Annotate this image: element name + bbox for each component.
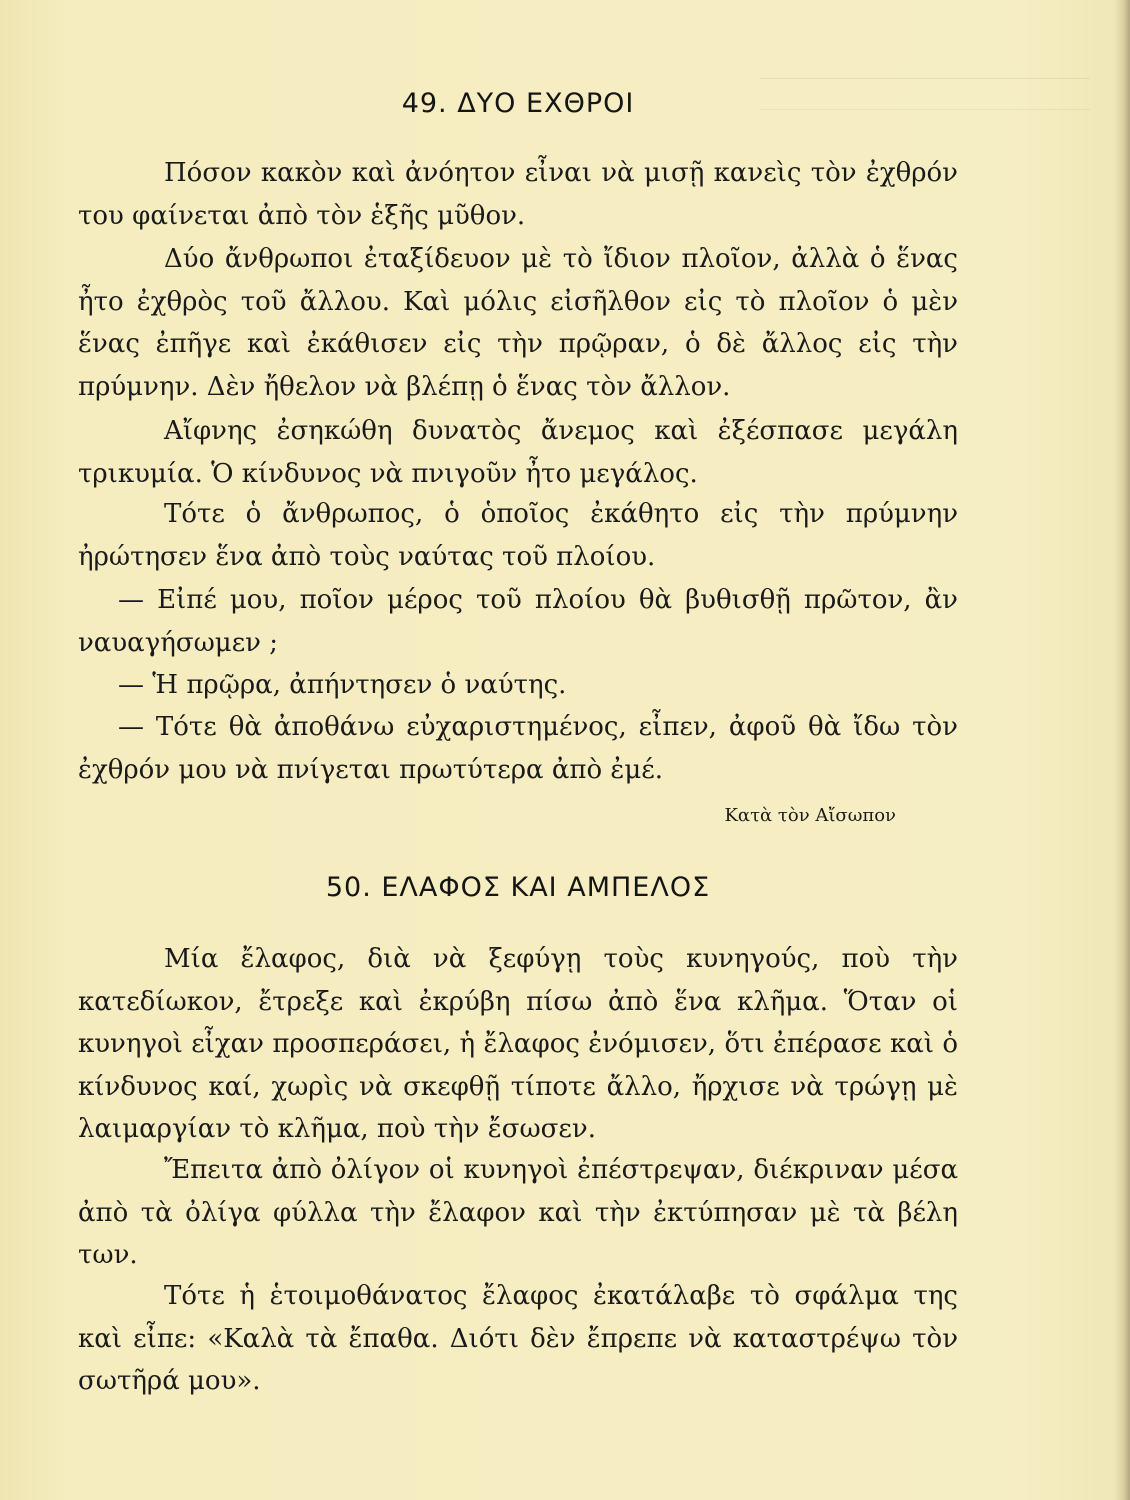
fable-49-attribution: Κατὰ τὸν Αἴσωπον — [724, 805, 896, 826]
fable-49-dialogue-3: — Τότε θὰ ἀποθάνω εὐχαριστημένος, εἶπεν, ἀφοῦ θὰ ἴδω τὸν ἐχθρόν μου νὰ πνίγεται πρωτύτερα ἀπὸ ἐμέ. — [78, 712, 958, 785]
page-content — [78, 0, 958, 1500]
fable-49-title: 49. ΔΥΟ ΕΧΘΡΟΙ — [401, 88, 635, 119]
fable-50-title: 50. ΕΛΑΦΟΣ ΚΑΙ ΑΜΠΕΛΟΣ — [325, 872, 711, 903]
fable-49-paragraph-1: Πόσον κακὸν καὶ ἀνόητον εἶναι νὰ μισῇ κανεὶς τὸν ἐχθρόν του φαίνεται ἀπὸ τὸν ἑξῆς μῦθον. — [78, 158, 958, 231]
fable-49-dialogue-1: — Εἰπέ μου, ποῖον μέρος τοῦ πλοίου θὰ βυθισθῇ πρῶτον, ἂν ναυαγήσωμεν ; — [78, 585, 958, 658]
fable-49-paragraph-2: Δύο ἄνθρωποι ἐταξίδευον μὲ τὸ ἴδιον πλοῖον, ἀλλὰ ὁ ἕνας ἦτο ἐχθρὸς τοῦ ἄλλου. Καὶ μόλις εἰσῆλθον εἰς τὸ πλοῖον ὁ μὲν ἕνας ἐπῆγε καὶ ἐκάθισεν εἰς τὴν πρῷραν, ὁ δὲ ἄλλος εἰς τὴν πρύμνην. Δὲν ἤθελον νὰ βλέπῃ ὁ ἕνας τὸν ἄλλον. — [78, 244, 958, 402]
fable-50-paragraph-3: Τότε ἡ ἑτοιμοθάνατος ἔλαφος ἐκατάλαβε τὸ σφάλμα της καὶ εἶπε: «Καλὰ τὰ ἔπαθα. Διότι δὲν ἔπρεπε νὰ καταστρέψω τὸν σωτῆρά μου». — [78, 1281, 958, 1396]
page-edge-shadow — [1114, 0, 1130, 1500]
fable-49-dialogue-2: — Ἡ πρῷρα, ἀπήντησεν ὁ ναύτης. — [118, 670, 567, 700]
fable-50-paragraph-2: Ἔπειτα ἀπὸ ὀλίγον οἱ κυνηγοὶ ἐπέστρεψαν, διέκριναν μέσα ἀπὸ τὰ ὀλίγα φύλλα τὴν ἔλαφον καὶ τὴν ἐκτύπησαν μὲ τὰ βέλη των. — [78, 1155, 958, 1270]
fable-50-paragraph-1: Μία ἔλαφος, διὰ νὰ ξεφύγῃ τοὺς κυνηγούς, ποὺ τὴν κατεδίωκον, ἔτρεξε καὶ ἐκρύβη πίσω ἀπὸ ἕνα κλῆμα. Ὅταν οἱ κυνηγοὶ εἶχαν προσπεράσει, ἡ ἔλαφος ἐνόμισεν, ὅτι ἐπέρασε καὶ ὁ κίνδυνος καί, χωρὶς νὰ σκεφθῇ τίποτε ἄλλο, ἤρχισε νὰ τρώγῃ μὲ λαιμαργίαν τὸ κλῆμα, ποὺ τὴν ἔσωσεν. — [78, 944, 958, 1144]
fable-49-paragraph-3: Αἴφνης ἐσηκώθη δυνατὸς ἄνεμος καὶ ἐξέσπασε μεγάλη τρικυμία. Ὁ κίνδυνος νὰ πνιγοῦν ἦτο μεγάλος. — [78, 416, 958, 489]
fable-49-paragraph-4: Τότε ὁ ἄνθρωπος, ὁ ὁποῖος ἐκάθητο εἰς τὴν πρύμνην ἠρώτησεν ἕνα ἀπὸ τοὺς ναύτας τοῦ πλοίου. — [78, 499, 958, 572]
